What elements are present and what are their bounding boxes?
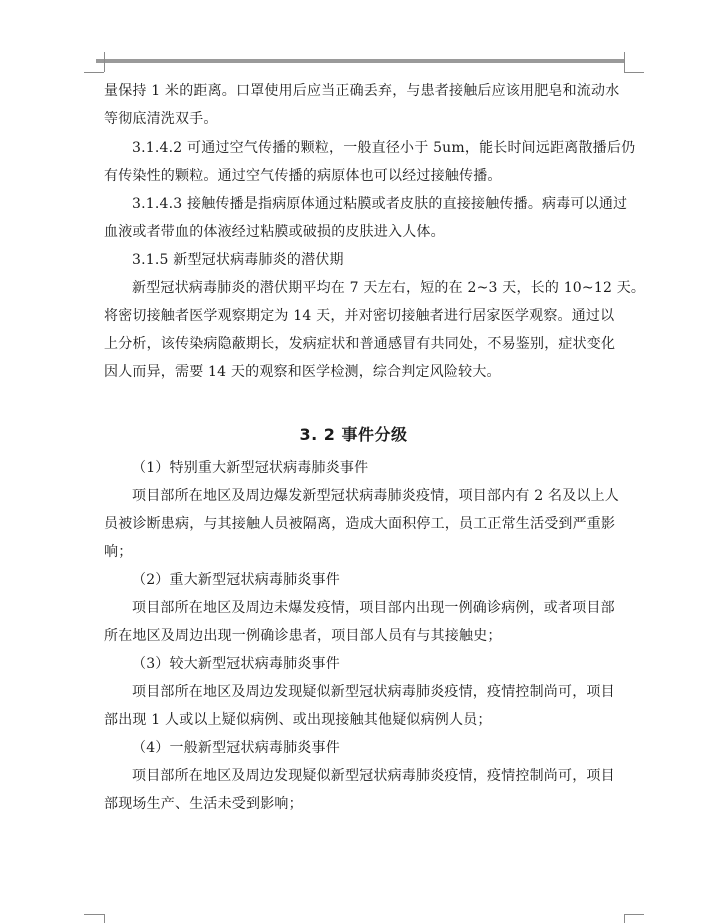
paragraph-line: 3.1.4.2 可通过空气传播的颗粒，一般直径小于 5um，能长时间远距离散播后仍: [132, 140, 636, 156]
paragraph-line: 上分析，该传染病隐蔽期长，发病症状和普通感冒有共同处，不易鉴别，症状变化: [104, 336, 616, 352]
paragraph-line: 项目部所在地区及周边发现疑似新型冠状病毒肺炎疫情，疫情控制尚可，项目: [132, 768, 615, 784]
paragraph-line: 3.1.4.3 接触传播是指病原体通过粘膜或者皮肤的直接接触传播。病毒可以通过: [132, 196, 628, 212]
paragraph-line: 血液或者带血的体液经过粘膜或破损的皮肤进入人体。: [104, 224, 445, 240]
paragraph-line: 员被诊断患病，与其接触人员被隔离，造成大面积停工，员工正常生活受到严重影: [104, 516, 616, 532]
paragraph-line: 有传染性的颗粒。通过空气传播的病原体也可以经过接触传播。: [104, 168, 502, 184]
paragraph-line: 将密切接触者医学观察期定为 14 天，并对密切接触者进行居家医学观察。通过以: [104, 308, 615, 324]
list-item-title: （3）较大新型冠状病毒肺炎事件: [132, 656, 340, 672]
subsection-title: 3.1.5 新型冠状病毒肺炎的潜伏期: [132, 252, 344, 268]
paragraph-line: 新型冠状病毒肺炎的潜伏期平均在 7 天左右，短的在 2~3 天，长的 10~12 天。: [132, 280, 646, 296]
paragraph-line: 项目部所在地区及周边爆发新型冠状病毒肺炎疫情，项目部内有 2 名及以上人: [132, 488, 620, 504]
paragraph-line: 等彻底清洗双手。: [104, 111, 218, 127]
list-item-title: （2）重大新型冠状病毒肺炎事件: [132, 572, 340, 588]
paragraph-line: 所在地区及周边出现一例确诊患者，项目部人员有与其接触史；: [104, 628, 502, 644]
paragraph-line: 项目部所在地区及周边未爆发疫情，项目部内出现一例确诊病例，或者项目部: [132, 600, 615, 616]
list-item-title: （1）特别重大新型冠状病毒肺炎事件: [132, 460, 369, 476]
paragraph-line: 部出现 1 人或以上疑似病例、或出现接触其他疑似病例人员；: [104, 712, 492, 728]
crop-mark-bottom-right-v: [624, 914, 625, 923]
paragraph-line: 量保持 1 米的距离。口罩使用后应当正确丢弃，与患者接触后应该用肥皂和流动水: [104, 83, 620, 99]
crop-mark-top-right-h: [624, 72, 644, 73]
crop-mark-bottom-left-h: [84, 914, 104, 915]
crop-mark-top-right-v: [624, 52, 625, 72]
paragraph-line: 因人而异，需要 14 天的观察和医学检测，综合判定风险较大。: [104, 364, 501, 380]
paragraph-line: 项目部所在地区及周边发现疑似新型冠状病毒肺炎疫情，疫情控制尚可，项目: [132, 684, 615, 700]
section-heading: 3. 2 事件分级: [299, 425, 408, 444]
crop-mark-top-left-h: [84, 72, 104, 73]
list-item-title: （4）一般新型冠状病毒肺炎事件: [132, 740, 340, 756]
crop-mark-bottom-right-h: [624, 914, 644, 915]
paragraph-line: 部现场生产、生活未受到影响；: [104, 796, 303, 812]
paragraph-line: 响；: [104, 544, 133, 560]
body-text-lower: [104, 0, 624, 923]
